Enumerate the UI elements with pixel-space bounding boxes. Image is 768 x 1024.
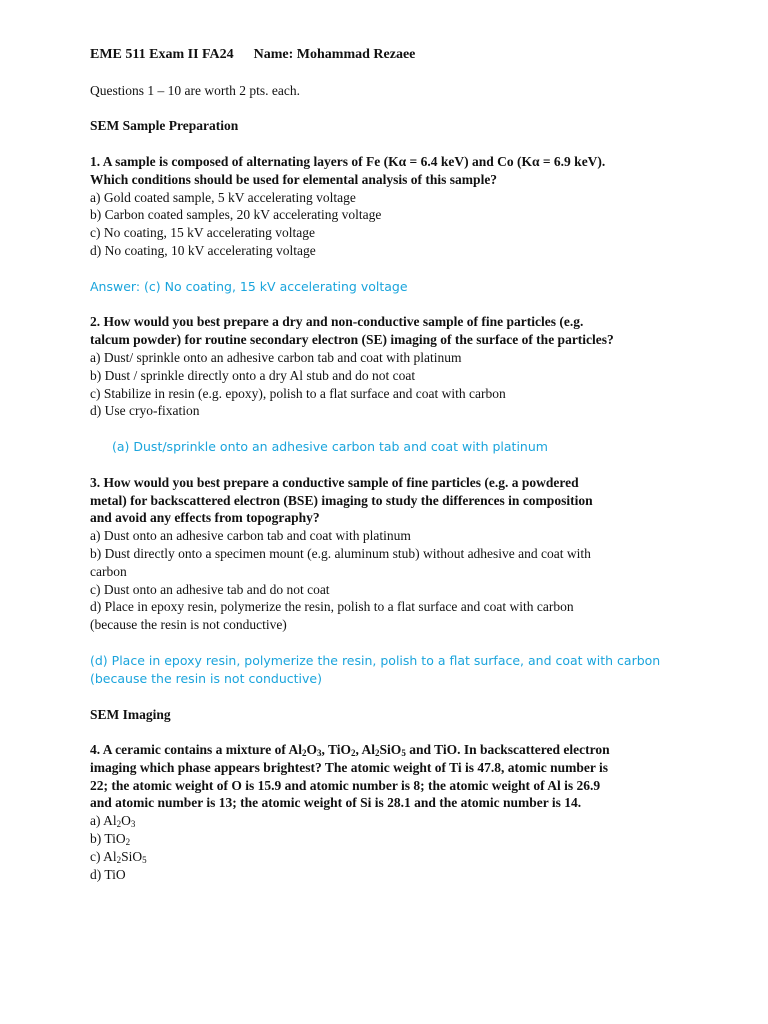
- question-4: [90, 741, 690, 883]
- question-2: [90, 313, 690, 456]
- exam-header: [90, 46, 690, 64]
- option-a: a) Dust/ sprinkle onto an adhesive carbon tab and coat with platinum: [90, 349, 462, 365]
- section-heading-sem-prep: SEM Sample Preparation: [90, 118, 239, 134]
- exam-title: EME 511 Exam II FA24: [90, 47, 234, 62]
- option-b: b) Carbon coated samples, 20 kV accelerating voltage: [90, 207, 382, 223]
- option-b: b) TiO$_2$: [90, 831, 131, 848]
- answer-text-continued: (because the resin is not conductive): [90, 670, 322, 686]
- answer-text: Answer: (c) No coating, 15 kV accelerating voltage: [90, 278, 408, 294]
- question-text-line: 2. How would you best prepare a dry and non-conductive sample of fine particles (e.g.: [90, 314, 584, 330]
- option-c: c) No coating, 15 kV accelerating voltage: [90, 225, 316, 241]
- option-b-continued: carbon: [90, 563, 127, 579]
- question-text-line: imaging which phase appears brightest? The atomic weight of Ti is 47.8, atomic number is: [90, 759, 609, 775]
- option-c: c) Dust onto an adhesive tab and do not coat: [90, 581, 330, 597]
- answer-text: (a) Dust/sprinkle onto an adhesive carbon tab and coat with platinum: [112, 438, 548, 454]
- option-d: d) Place in epoxy resin, polymerize the resin, polish to a flat surface and coat with carbon: [90, 599, 574, 615]
- option-b: b) Dust directly onto a specimen mount (e.g. aluminum stub) without adhesive and coat with: [90, 545, 591, 561]
- question-text-line: 3. How would you best prepare a conductive sample of fine particles (e.g. a powdered: [90, 474, 579, 490]
- question-text-line: 1. A sample is composed of alternating layers of Fe (Kα = 6.4 keV) and Co (Kα = 6.9 keV).: [90, 153, 606, 169]
- question-text-line: talcum powder) for routine secondary electron (SE) imaging of the surface of the particles?: [90, 332, 614, 348]
- intro-text: Questions 1 – 10 are worth 2 pts. each.: [90, 82, 300, 98]
- option-d: d) TiO: [90, 866, 126, 882]
- question-text-line: and atomic number is 13; the atomic weight of Si is 28.1 and the atomic number is 14.: [90, 795, 582, 811]
- option-c: c) $Al_2SiO_5$: [90, 848, 147, 865]
- question-3: [90, 474, 690, 688]
- option-a: a) Dust onto an adhesive carbon tab and coat with platinum: [90, 528, 411, 544]
- question-1: [90, 153, 690, 296]
- question-text-line: Which conditions should be used for elemental analysis of this sample?: [90, 171, 498, 187]
- option-c: c) Stabilize in resin (e.g. epoxy), polish to a flat surface and coat with carbon: [90, 385, 506, 401]
- question-text-line: metal) for backscattered electron (BSE) imaging to study the differences in composition: [90, 492, 593, 508]
- option-a: a) Gold coated sample, 5 kV accelerating voltage: [90, 189, 356, 205]
- option-d-continued: (because the resin is not conductive): [90, 617, 287, 633]
- option-b: b) Dust / sprinkle directly onto a dry Al stub and do not coat: [90, 367, 416, 383]
- exam-page: [90, 46, 690, 883]
- question-text-line: 4. A ceramic contains a mixture of $Al_2O_3$, TiO$_2$, $Al_2SiO_5$ and TiO. In backscattered electron: [90, 742, 610, 759]
- question-text-line: 22; the atomic weight of O is 15.9 and atomic number is 8; the atomic weight of Al is 26.9: [90, 777, 601, 793]
- option-d: d) Use cryo-fixation: [90, 403, 200, 419]
- section-heading-sem-imaging: SEM Imaging: [90, 706, 171, 722]
- option-a: a) $Al_2O_3$: [90, 813, 136, 830]
- option-d: d) No coating, 10 kV accelerating voltage: [90, 242, 316, 258]
- answer-text: (d) Place in epoxy resin, polymerize the resin, polish to a flat surface, and coat with carbon: [90, 652, 661, 668]
- question-text-line: and avoid any effects from topography?: [90, 510, 320, 526]
- student-name: Name: Mohammad Rezaee: [253, 47, 416, 62]
